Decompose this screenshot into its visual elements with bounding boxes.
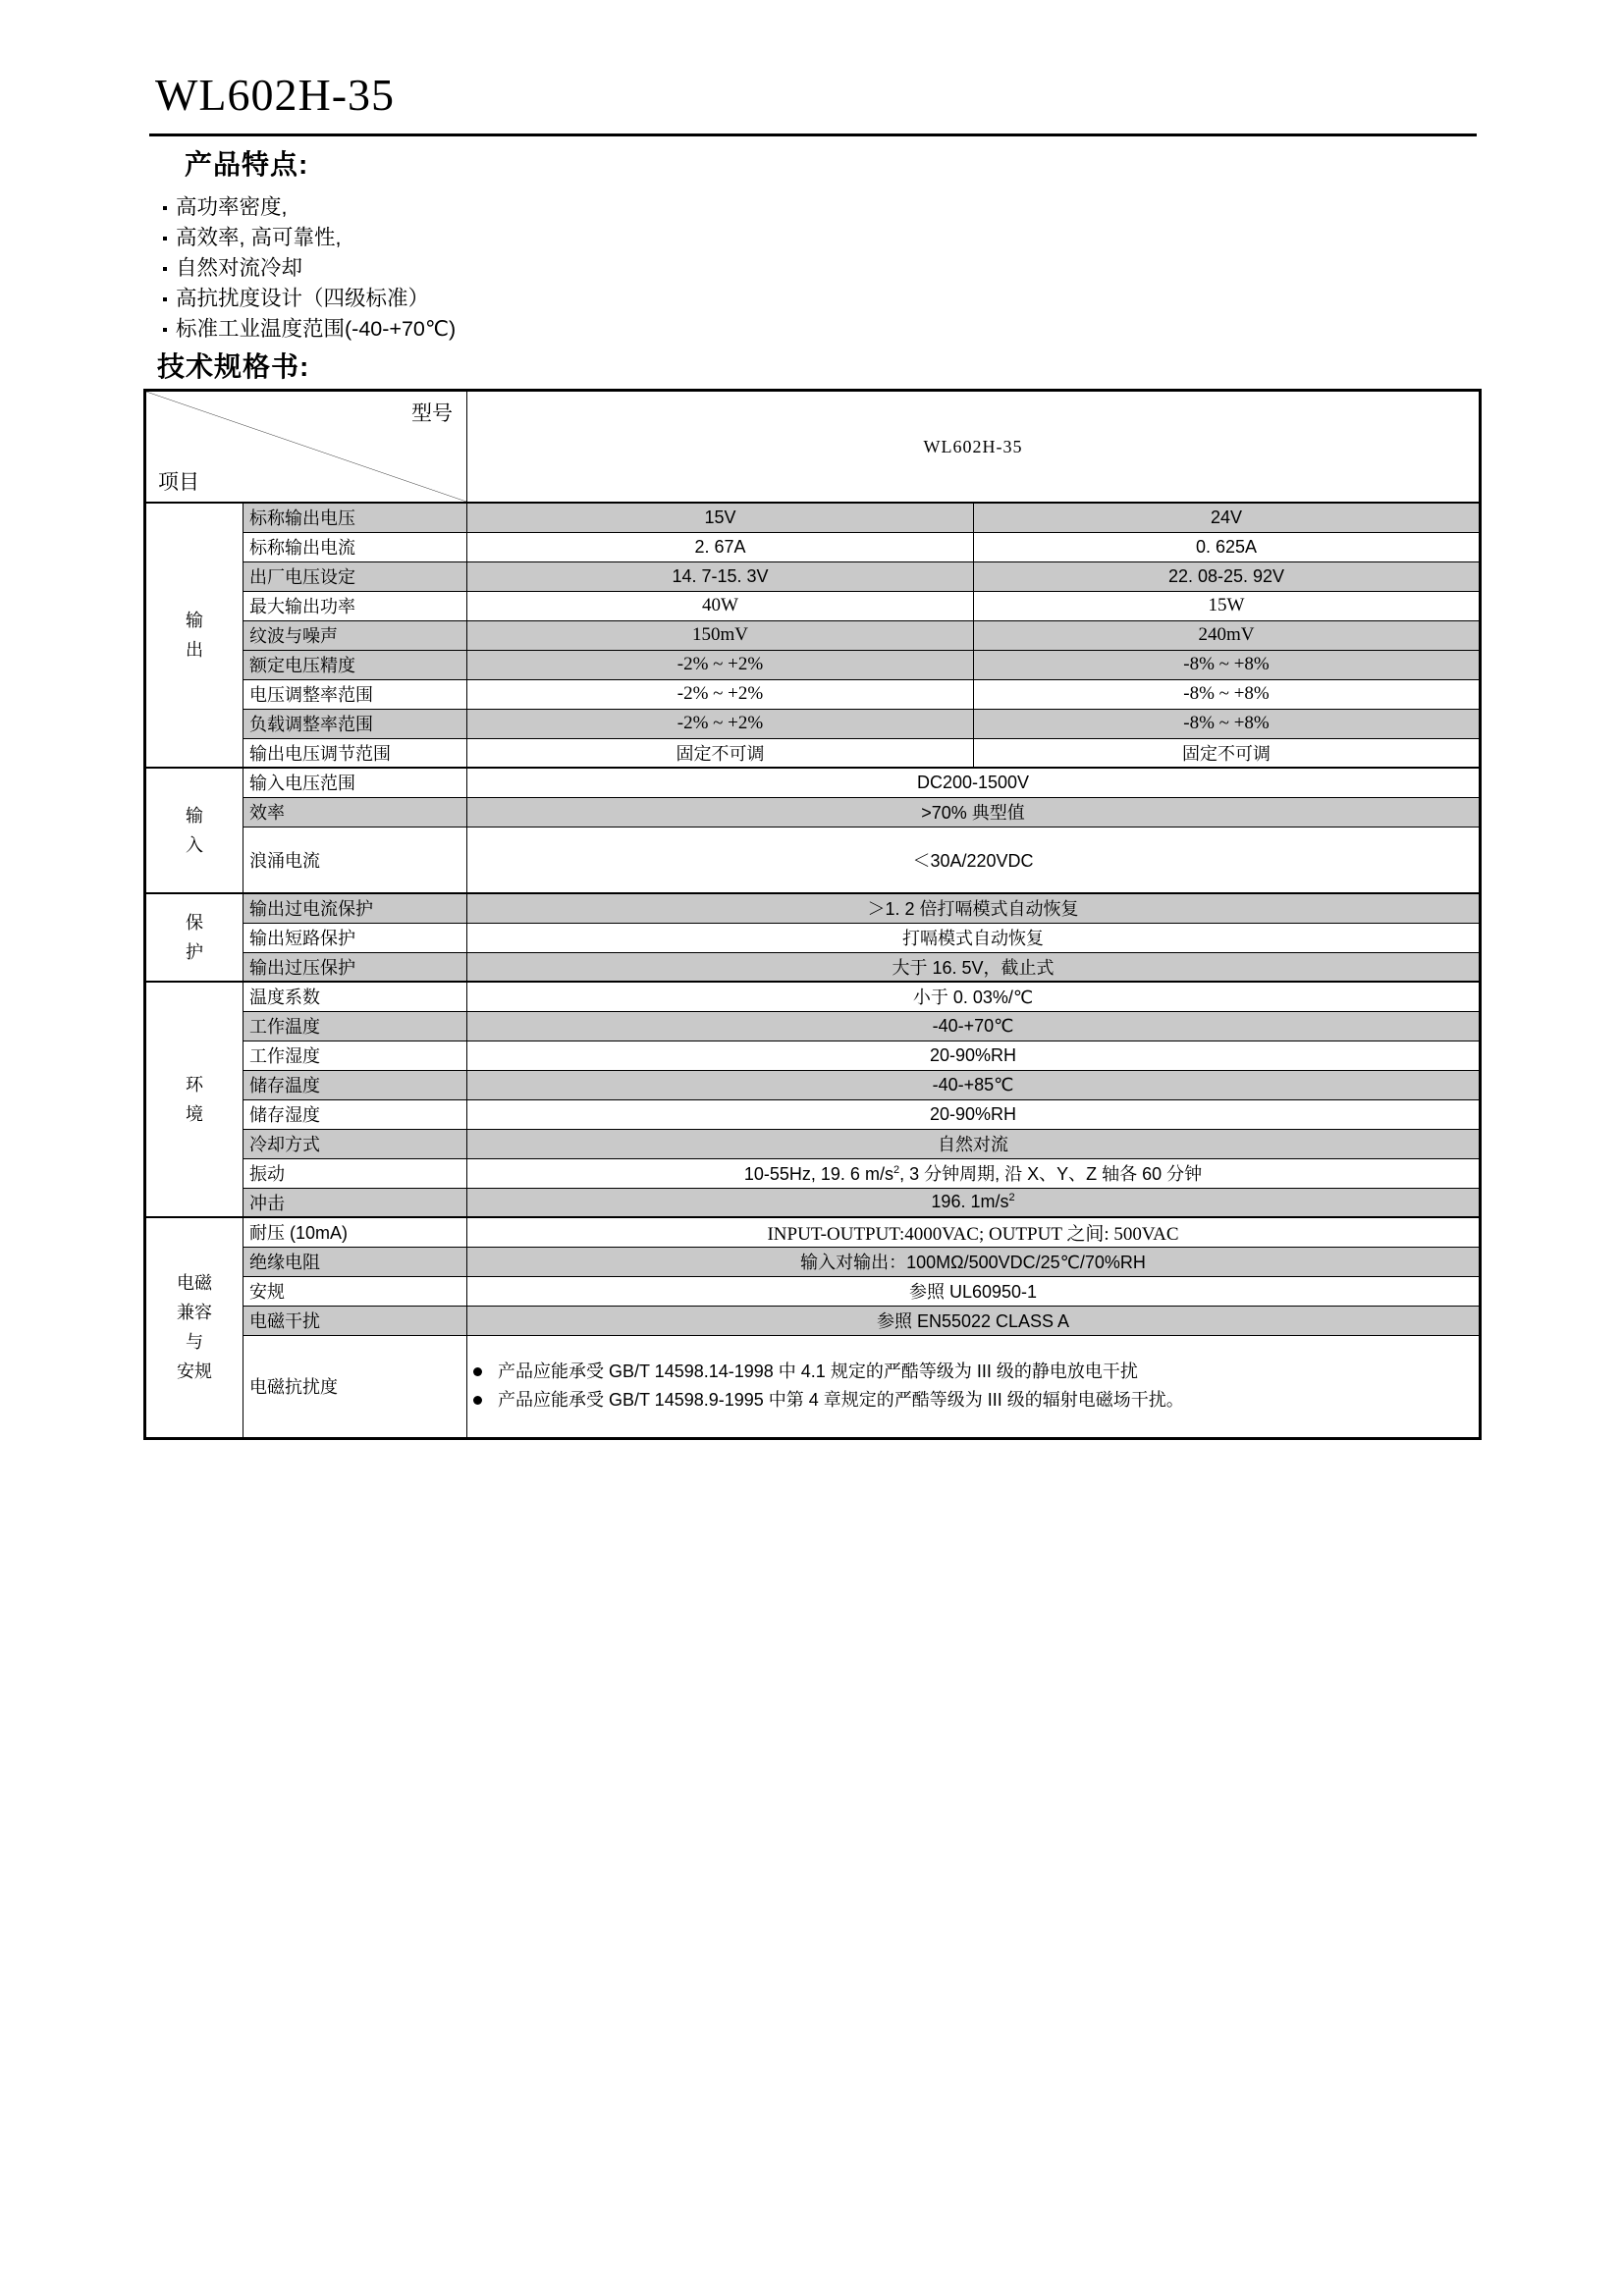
row-value-merged: -40-+85℃ bbox=[467, 1070, 1481, 1099]
table-row bbox=[145, 738, 1481, 768]
row-item-label: 储存湿度 bbox=[243, 1099, 467, 1129]
table-row bbox=[145, 797, 1481, 827]
category-char: 护 bbox=[186, 942, 203, 962]
table-row bbox=[145, 679, 1481, 709]
row-value-b: 22. 08-25. 92V bbox=[974, 561, 1481, 591]
row-value-merged: -40-+70℃ bbox=[467, 1011, 1481, 1041]
row-value-a: 14. 7-15. 3V bbox=[467, 561, 974, 591]
page-title: WL602H-35 bbox=[155, 70, 396, 120]
row-item-label: 最大输出功率 bbox=[243, 591, 467, 620]
table-row bbox=[145, 503, 1481, 532]
row-value-b: 240mV bbox=[974, 620, 1481, 650]
table-row bbox=[145, 1041, 1481, 1070]
round-bullet-icon bbox=[473, 1396, 482, 1405]
table-row bbox=[145, 620, 1481, 650]
model-name-cell: WL602H-35 bbox=[467, 391, 1481, 504]
table-row bbox=[145, 1129, 1481, 1158]
row-value-a: 2. 67A bbox=[467, 532, 974, 561]
row-value-a: 150mV bbox=[467, 620, 974, 650]
row-value-merged: 参照 UL60950-1 bbox=[467, 1276, 1481, 1306]
table-row bbox=[145, 561, 1481, 591]
table-row bbox=[145, 650, 1481, 679]
header-model-label: 型号 bbox=[411, 402, 453, 425]
row-value-a: 固定不可调 bbox=[467, 738, 974, 768]
spec-table bbox=[143, 389, 1482, 1440]
feature-text: 标准工业温度范围(-40-+70℃) bbox=[176, 317, 457, 341]
row-value-b: 固定不可调 bbox=[974, 738, 1481, 768]
table-row bbox=[145, 1335, 1481, 1438]
row-item-label: 输出电压调节范围 bbox=[243, 738, 467, 768]
feature-text: 高功率密度, bbox=[176, 195, 288, 219]
list-item bbox=[163, 223, 850, 253]
square-bullet-icon bbox=[163, 297, 167, 301]
diagonal-header-cell bbox=[145, 391, 467, 504]
table-row bbox=[145, 1070, 1481, 1099]
row-value-merged: 自然对流 bbox=[467, 1129, 1481, 1158]
row-value-a: -2% ~ +2% bbox=[467, 679, 974, 709]
list-item bbox=[473, 1359, 1473, 1385]
row-value-merged: 20-90%RH bbox=[467, 1099, 1481, 1129]
row-value-b: 24V bbox=[974, 503, 1481, 532]
row-value-b: 15W bbox=[974, 591, 1481, 620]
category-label-cell bbox=[145, 768, 243, 893]
square-bullet-icon bbox=[163, 237, 167, 240]
square-bullet-icon bbox=[163, 328, 167, 332]
category-char: 境 bbox=[186, 1104, 203, 1124]
row-item-label: 冷却方式 bbox=[243, 1129, 467, 1158]
table-row bbox=[145, 532, 1481, 561]
row-item-label: 纹波与噪声 bbox=[243, 620, 467, 650]
row-value-merged: ＞1. 2 倍打嗝模式自动恢复 bbox=[467, 893, 1481, 923]
row-item-label: 负载调整率范围 bbox=[243, 709, 467, 738]
row-value-merged: 小于 0. 03%/℃ bbox=[467, 982, 1481, 1011]
row-item-label: 标称输出电压 bbox=[243, 503, 467, 532]
table-row bbox=[145, 768, 1481, 797]
row-value-a: -2% ~ +2% bbox=[467, 709, 974, 738]
row-item-label: 储存温度 bbox=[243, 1070, 467, 1099]
row-item-label: 温度系数 bbox=[243, 982, 467, 1011]
table-row bbox=[145, 923, 1481, 952]
row-item-label: 电磁抗扰度 bbox=[243, 1335, 467, 1438]
table-row bbox=[145, 591, 1481, 620]
row-value-merged: 参照 EN55022 CLASS A bbox=[467, 1306, 1481, 1335]
immunity-text: 产品应能承受 GB/T 14598.14-1998 中 4.1 规定的严酷等级为 III 级的静电放电干扰 bbox=[498, 1362, 1138, 1381]
category-char: 输 bbox=[186, 806, 203, 826]
table-row bbox=[145, 1099, 1481, 1129]
category-char: 与 bbox=[186, 1332, 203, 1353]
category-label-cell bbox=[145, 893, 243, 982]
row-value-merged: INPUT-OUTPUT:4000VAC; OUTPUT 之间: 500VAC bbox=[467, 1217, 1481, 1247]
row-item-label: 效率 bbox=[243, 797, 467, 827]
row-value-merged: 输入对输出：100MΩ/500VDC/25℃/70%RH bbox=[467, 1247, 1481, 1276]
table-row bbox=[145, 1188, 1481, 1217]
row-item-label: 耐压 (10mA) bbox=[243, 1217, 467, 1247]
row-value-merged: 10-55Hz, 19. 6 $m/s^2$, 3 分钟周期, 沿 X、Y、Z 轴各 60 分钟 bbox=[467, 1158, 1481, 1188]
table-row bbox=[145, 1217, 1481, 1247]
row-value-merged: 大于 16. 5V，截止式 bbox=[467, 952, 1481, 982]
row-value-merged: 打嗝模式自动恢复 bbox=[467, 923, 1481, 952]
category-char: 环 bbox=[186, 1075, 203, 1095]
spec-heading: 技术规格书: bbox=[157, 351, 310, 382]
features-heading: 产品特点: bbox=[185, 149, 309, 180]
row-item-label: 输出过电流保护 bbox=[243, 893, 467, 923]
immunity-requirements-cell bbox=[467, 1335, 1481, 1438]
category-char: 保 bbox=[186, 913, 203, 933]
spec-table-wrapper bbox=[143, 389, 1479, 1440]
row-item-label: 冲击 bbox=[243, 1188, 467, 1217]
row-item-label: 出厂电压设定 bbox=[243, 561, 467, 591]
category-char: 电磁 bbox=[177, 1273, 212, 1294]
row-value-merged: >70% 典型值 bbox=[467, 797, 1481, 827]
table-row bbox=[145, 1011, 1481, 1041]
row-item-label: 振动 bbox=[243, 1158, 467, 1188]
row-item-label: 额定电压精度 bbox=[243, 650, 467, 679]
category-char: 出 bbox=[186, 640, 203, 660]
row-value-b: -8% ~ +8% bbox=[974, 709, 1481, 738]
header-item-label: 项目 bbox=[158, 471, 199, 494]
row-value-merged: 20-90%RH bbox=[467, 1041, 1481, 1070]
row-item-label: 输出过压保护 bbox=[243, 952, 467, 982]
row-value-b: -8% ~ +8% bbox=[974, 650, 1481, 679]
row-value-a: 15V bbox=[467, 503, 974, 532]
square-bullet-icon bbox=[163, 206, 167, 210]
list-item bbox=[163, 284, 850, 314]
row-item-label: 电压调整率范围 bbox=[243, 679, 467, 709]
table-header-row bbox=[145, 391, 1481, 504]
table-row bbox=[145, 982, 1481, 1011]
category-char: 安规 bbox=[177, 1362, 212, 1382]
row-item-label: 工作温度 bbox=[243, 1011, 467, 1041]
category-char: 输 bbox=[186, 611, 203, 630]
immunity-text: 产品应能承受 GB/T 14598.9-1995 中第 4 章规定的严酷等级为 III 级的辐射电磁场干扰。 bbox=[498, 1390, 1184, 1410]
square-bullet-icon bbox=[163, 267, 167, 271]
category-label-cell bbox=[145, 982, 243, 1217]
row-value-merged: 196. $1m/s^2$ bbox=[467, 1188, 1481, 1217]
table-row bbox=[145, 1158, 1481, 1188]
round-bullet-icon bbox=[473, 1367, 482, 1376]
list-item bbox=[163, 314, 850, 345]
list-item bbox=[163, 253, 850, 284]
table-row bbox=[145, 1276, 1481, 1306]
title-divider bbox=[149, 133, 1477, 136]
row-item-label: 电磁干扰 bbox=[243, 1306, 467, 1335]
table-row bbox=[145, 1306, 1481, 1335]
row-item-label: 标称输出电流 bbox=[243, 532, 467, 561]
list-item bbox=[163, 192, 850, 223]
feature-text: 自然对流冷却 bbox=[176, 256, 303, 280]
features-list bbox=[163, 192, 850, 345]
row-item-label: 输入电压范围 bbox=[243, 768, 467, 797]
table-row bbox=[145, 952, 1481, 982]
row-value-merged: ＜30A/220VDC bbox=[467, 827, 1481, 893]
row-item-label: 绝缘电阻 bbox=[243, 1247, 467, 1276]
category-label-cell bbox=[145, 1217, 243, 1438]
row-value-a: 40W bbox=[467, 591, 974, 620]
row-item-label: 浪涌电流 bbox=[243, 827, 467, 893]
feature-text: 高抗扰度设计（四级标准） bbox=[176, 287, 430, 310]
list-item bbox=[473, 1387, 1473, 1414]
row-value-a: -2% ~ +2% bbox=[467, 650, 974, 679]
row-item-label: 工作湿度 bbox=[243, 1041, 467, 1070]
row-value-merged: DC200-1500V bbox=[467, 768, 1481, 797]
table-row bbox=[145, 709, 1481, 738]
row-value-b: -8% ~ +8% bbox=[974, 679, 1481, 709]
table-row bbox=[145, 893, 1481, 923]
feature-text: 高效率, 高可靠性, bbox=[176, 226, 342, 249]
category-char: 兼容 bbox=[177, 1303, 212, 1323]
row-item-label: 输出短路保护 bbox=[243, 923, 467, 952]
row-item-label: 安规 bbox=[243, 1276, 467, 1306]
category-char: 入 bbox=[186, 835, 203, 855]
table-row bbox=[145, 827, 1481, 893]
table-row bbox=[145, 1247, 1481, 1276]
category-label-cell bbox=[145, 503, 243, 768]
row-value-b: 0. 625A bbox=[974, 532, 1481, 561]
